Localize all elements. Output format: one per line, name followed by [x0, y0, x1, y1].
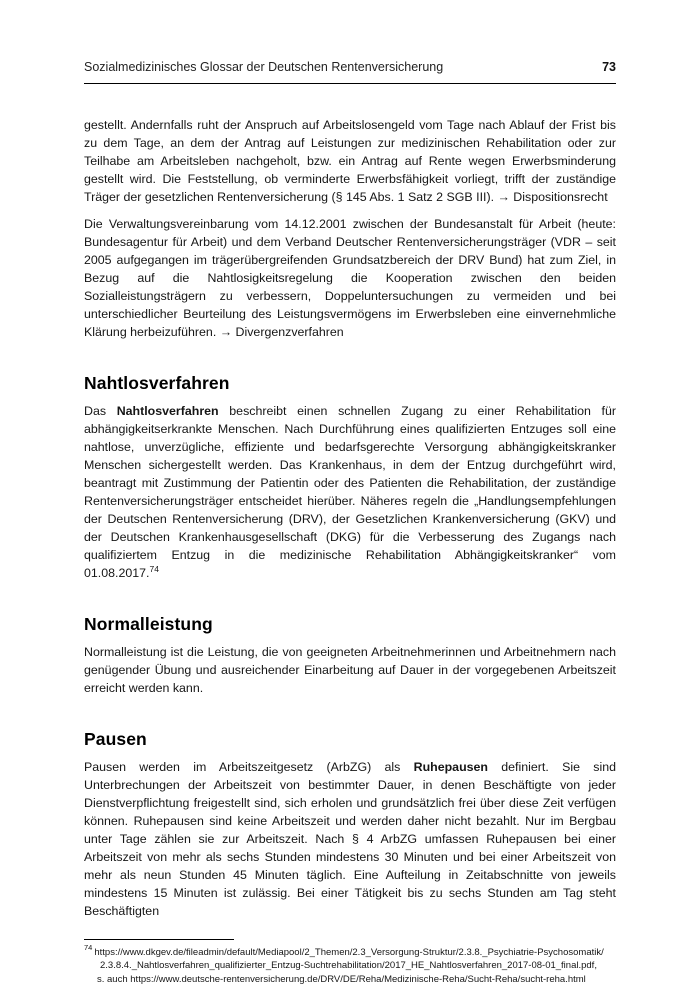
- paragraph-dispositionsrecht-continuation: gestellt. Andernfalls ruht der Anspruch auf Arbeitslosengeld vom Tage nach Ablauf der Frist bis zu dem Tage, an dem der Antrag auf Leistungen zur medizinischen Rehabilitation oder zur Teilhabe am Arbeitsleben nachgeholt, bzw. ein Antrag auf Rente wegen Erwerbsminderung gestellt wird. Die Feststellung, ob verminderte Erwerbsfähigkeit vorliegt, trifft der zuständige Träger der gesetzlichen Rentenversicherung (§ 145 Abs. 1 Satz 2 SGB III). → Dispositionsrecht: [84, 118, 616, 204]
- paragraph-nahtlosverfahren: [84, 402, 616, 582]
- running-header-title: Sozialmedizinisches Glossar der Deutschen Rentenversicherung: [84, 60, 444, 74]
- text-segment: beschreibt einen schnellen Zugang zu einer Rehabilitation für abhängigkeitserkrankte Menschen. Nach Durchführung eines qualifizierten Entzuges soll eine nahtlose, unverzügliche, effiziente und bedarfsgerechte Versorgung abhängigkeitskranker Menschen sichergestellt werden. Das Krankenhaus, in dem der Entzug durchgeführt wird, beantragt mit Zustimmung der Patientin oder des Patienten die Rehabilitation, der zuständige Rentenversicherungsträger entscheidet hierüber. Näheres regeln die „Handlungsempfehlungen der Deutschen Rentenversicherung (DRV), der Gesetzlichen Krankenversicherung (GKV) und der Deutschen Krankenhausgesellschaft (DKG) für die Verbesserung des Zugangs nach qualifiziertem Entzug in die medizinische Rehabilitation Abhängigkeitskranker“ vom 01.08.2017.: [84, 404, 616, 580]
- page-number: 73: [602, 60, 616, 74]
- footnote-separator: [84, 939, 234, 940]
- running-header: [84, 60, 616, 84]
- paragraph-verwaltungsvereinbarung: Die Verwaltungsvereinbarung vom 14.12.2001 zwischen der Bundesanstalt für Arbeit (heute: Bundesagentur für Arbeit) und dem Verband Deutscher Rentenversicherungsträger (VDR – seit 2005 aufgegangen im trägerübergreifenden Grundsatzbereich der DRV Bund) hat zum Ziel, in Bezug auf die Nahtlosigkeitsregelung die Kooperation zwischen den beiden Sozialleistungsträgern zu verbessern, Doppeluntersuchungen zu vermeiden und bei unterschiedlicher Beurteilung des Leistungsvermögens im Erwerbsleben eine einvernehmliche Klärung herbeizuführen. → Divergenzverfahren: [84, 217, 616, 339]
- text-segment: Das: [84, 404, 117, 418]
- text-segment: definiert. Sie sind Unterbrechungen der Arbeitszeit von bestimmter Dauer, in denen Beschäftigte von jeder Dienstverpflichtung freigestellt sind, sich erholen und grundsätzlich frei über diese Zeit verfügen können. Ruhepausen sind keine Arbeitszeit und werden daher nicht bezahlt. Nur im Bergbau unter Tage zählen sie zur Arbeitszeit. Nach § 4 ArbZG umfassen Ruhepausen bei einer Arbeitszeit von mehr als sechs Stunden mindestens 30 Minuten und bei einer Arbeitszeit von mehr als neun Stunden 45 Minuten täglich. Eine Aufteilung in Zeitabschnitte von jeweils mindestens 15 Minuten ist zulässig. Bei einer Tätigkeit bis zu sechs Stunden am Tag steht Beschäftigten: [84, 760, 616, 918]
- footnote-74: [84, 943, 616, 987]
- heading-nahtlosverfahren: Nahtlosverfahren: [84, 373, 230, 393]
- bold-term-nahtlosverfahren: Nahtlosverfahren: [116, 404, 219, 418]
- paragraph-normalleistung: Normalleistung ist die Leistung, die von geeigneten Arbeitnehmerinnen und Arbeitnehmern nach genügender Übung und ausreichender Einarbeitung auf Dauer in der vorgegebenen Arbeitszeit erreicht werden kann.: [84, 645, 616, 695]
- footnote-area: [84, 925, 616, 987]
- section-normalleistung: [84, 614, 616, 697]
- footnote-url-dkgev: https://www.dkgev.de/fileadmin/default/Mediapool/2_Themen/2.3_Versorgung-Struktur/2.3.8._Psychiatrie-Psychosomatik/: [94, 946, 604, 958]
- paragraph-pausen: [84, 758, 616, 920]
- section-nahtlosverfahren: [84, 373, 616, 582]
- footnote-line: [84, 943, 616, 960]
- text-segment: Pausen werden im Arbeitszeitgesetz (ArbZG) als: [84, 760, 414, 774]
- section-pausen: [84, 729, 616, 920]
- footnote-url-drv: s. auch https://www.deutsche-rentenversicherung.de/DRV/DE/Reha/Medizinische-Reha/Sucht-Reha/sucht-reha.html: [97, 973, 586, 985]
- heading-normalleistung: Normalleistung: [84, 614, 213, 634]
- bold-term-ruhepausen: Ruhepausen: [413, 760, 488, 774]
- heading-pausen: Pausen: [84, 729, 147, 749]
- footnote-url-continuation: 2.3.8.4._Nahtlosverfahren_qualifizierter_Entzug-Suchtrehabilitation/2017_HE_Nahtlosverfahren_2017-08-01_final.pdf,: [100, 960, 597, 971]
- footnote-marker: 74: [84, 943, 93, 953]
- footnote-reference-74: 74: [149, 563, 159, 574]
- page-body: [84, 84, 616, 920]
